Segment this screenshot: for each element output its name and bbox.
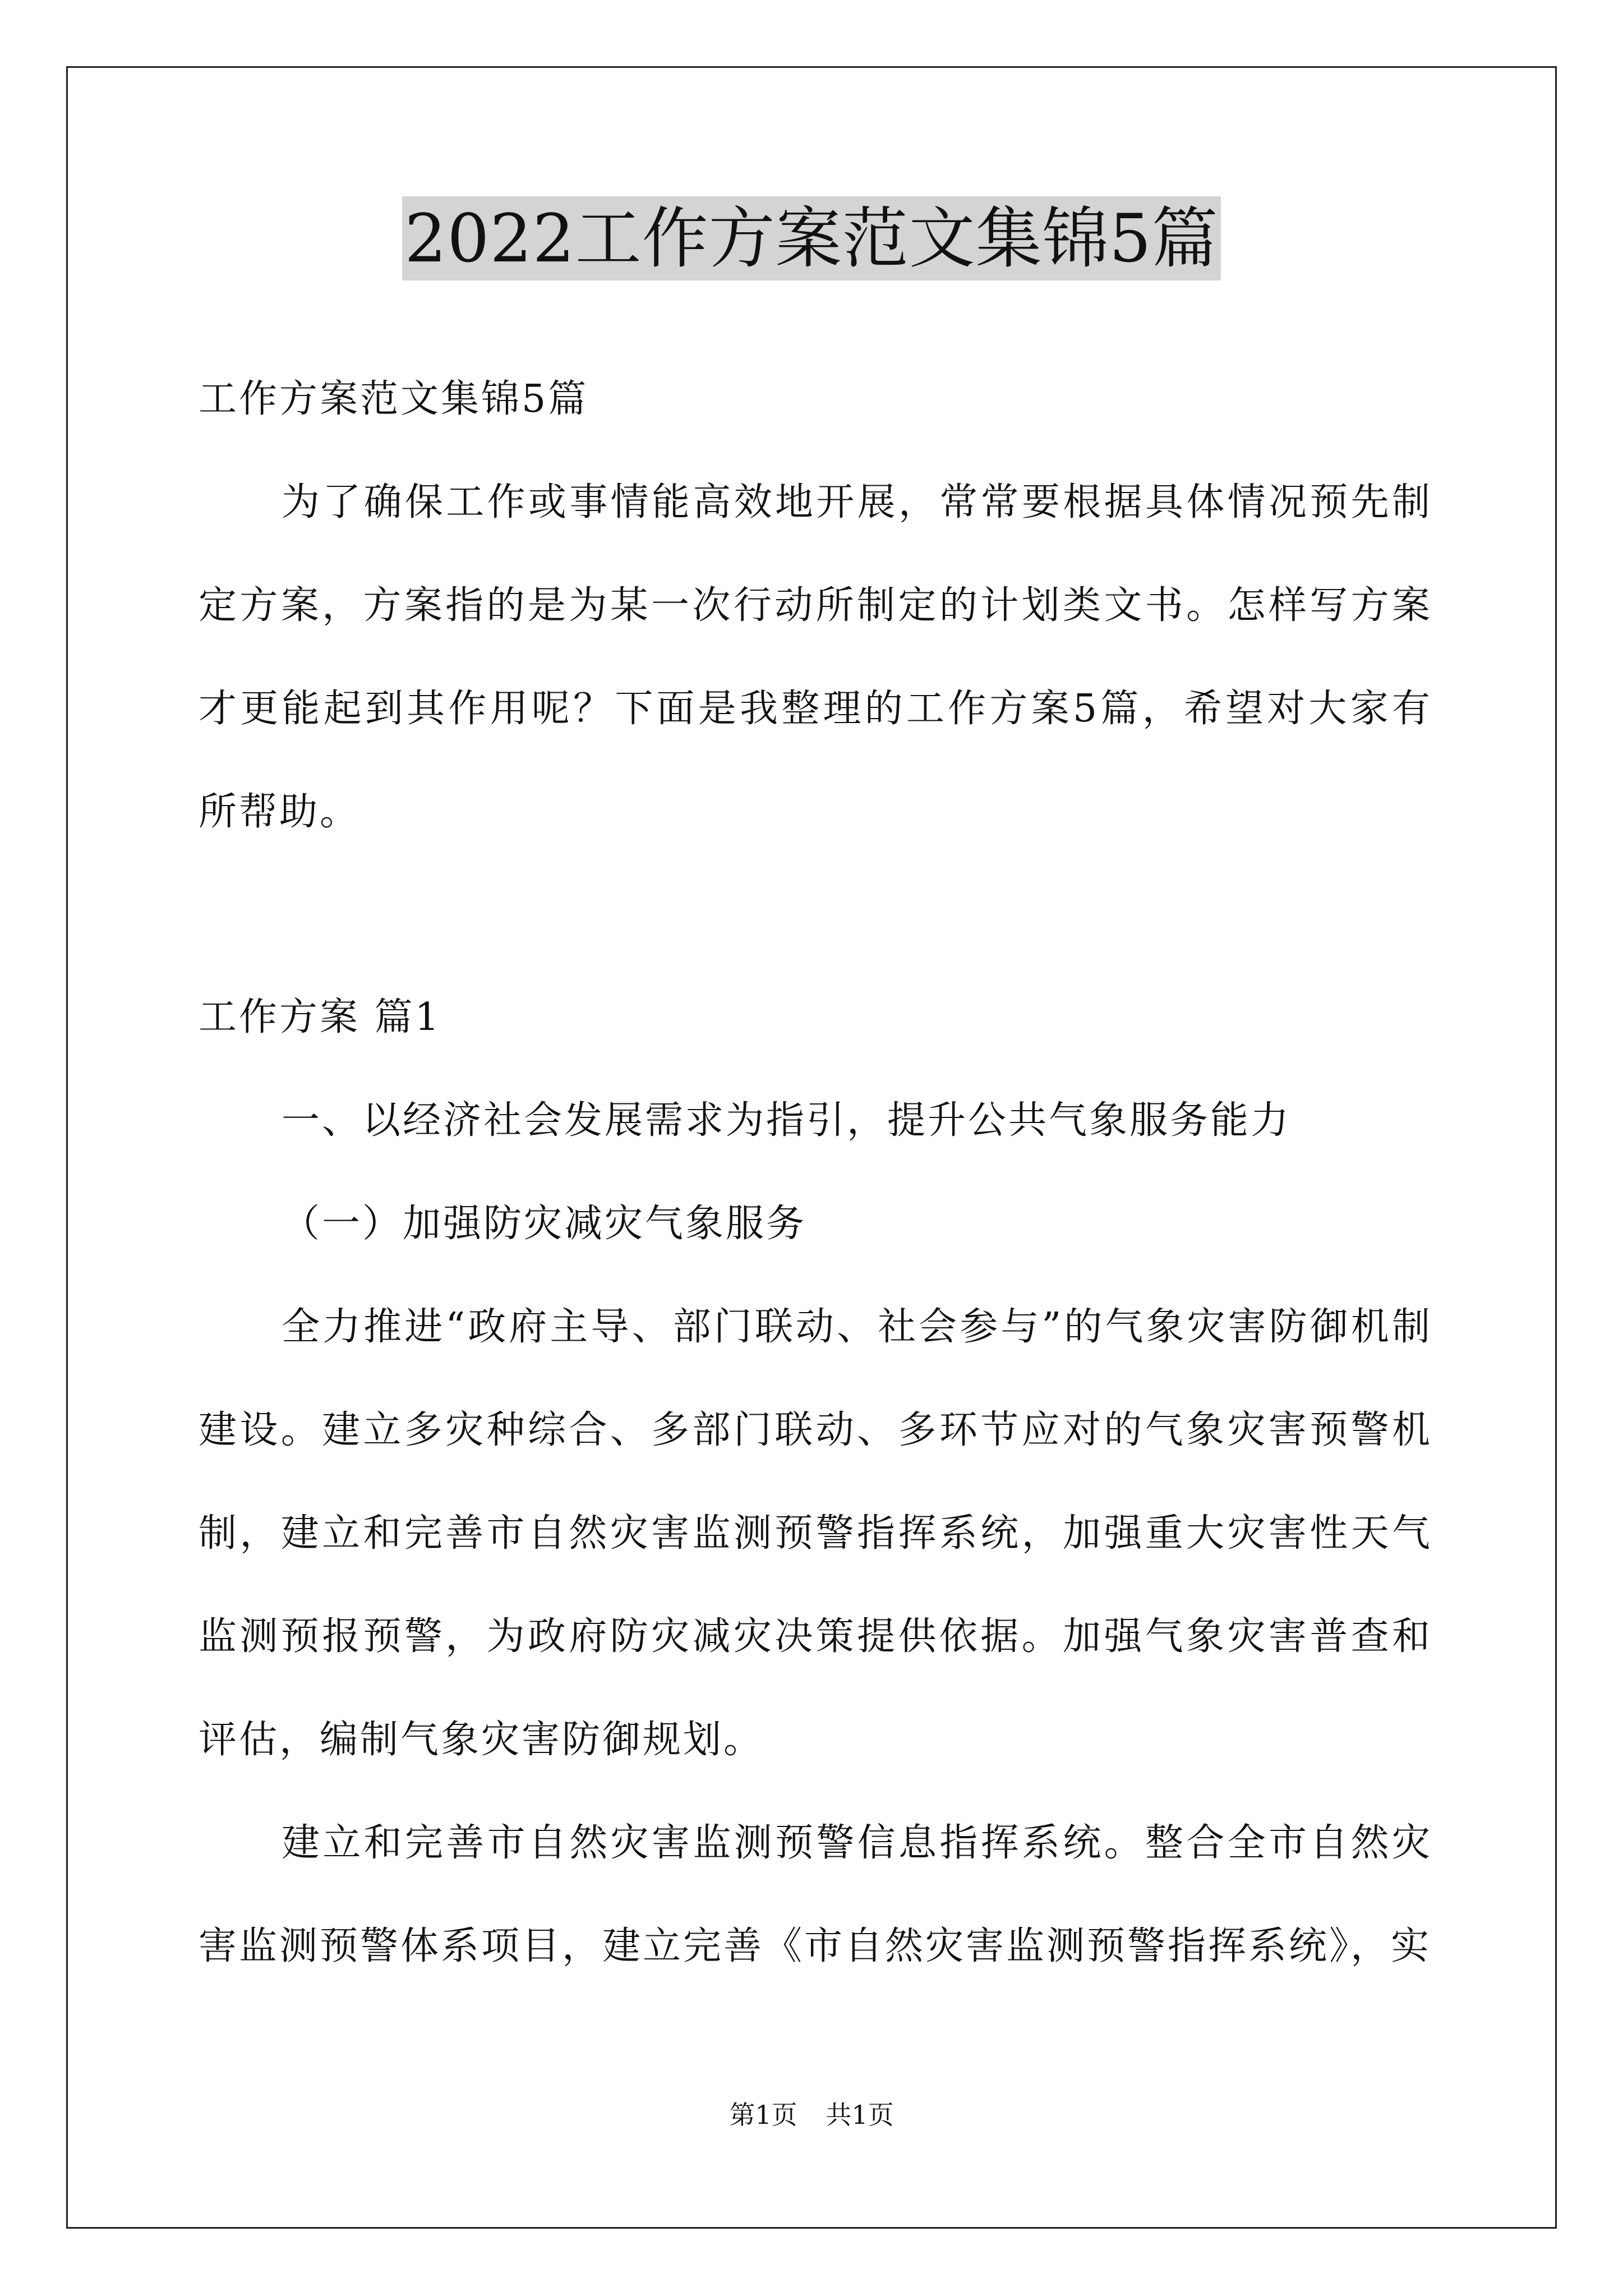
document-subtitle: 工作方案范文集锦5篇 [199, 377, 589, 421]
body-paragraph-1: 全力推进“政府主导、部门联动、社会参与”的气象灾害防御机制建设。建立多灾种综合、多部门联动、多环节应对的气象灾害预警机制，建立和完善市自然灾害监测预警指挥系统，加强重大灾害性天气监测预报预警，为政府防灾减灾决策提供依据。加强气象灾害普查和评估，编制气象灾害防御规划。 [199, 1305, 1432, 1762]
section-heading: 工作方案 篇1 [199, 995, 441, 1039]
document-title: 2022工作方案范文集锦5篇 [402, 196, 1220, 280]
intro-paragraph: 为了确保工作或事情能高效地开展，常常要根据具体情况预先制定方案，方案指的是为某一次行动所制定的计划类文书。怎样写方案才更能起到其作用呢？下面是我整理的工作方案5篇，希望对大家有所帮助。 [199, 480, 1432, 834]
page-footer [0, 2098, 1623, 2132]
title-container [0, 196, 1623, 280]
page-number: 第1页 [729, 2100, 797, 2130]
page-total: 共1页 [826, 2100, 894, 2130]
body-paragraph-2: 建立和完善市自然灾害监测预警信息指挥系统。整合全市自然灾害监测预警体系项目，建立完善《市自然灾害监测预警指挥系统》，实 [199, 1821, 1432, 1968]
sub-point-heading: （一）加强防灾减灾气象服务 [282, 1202, 807, 1246]
point-one-heading: 一、以经济社会发展需求为指引，提升公共气象服务能力 [282, 1098, 1292, 1143]
